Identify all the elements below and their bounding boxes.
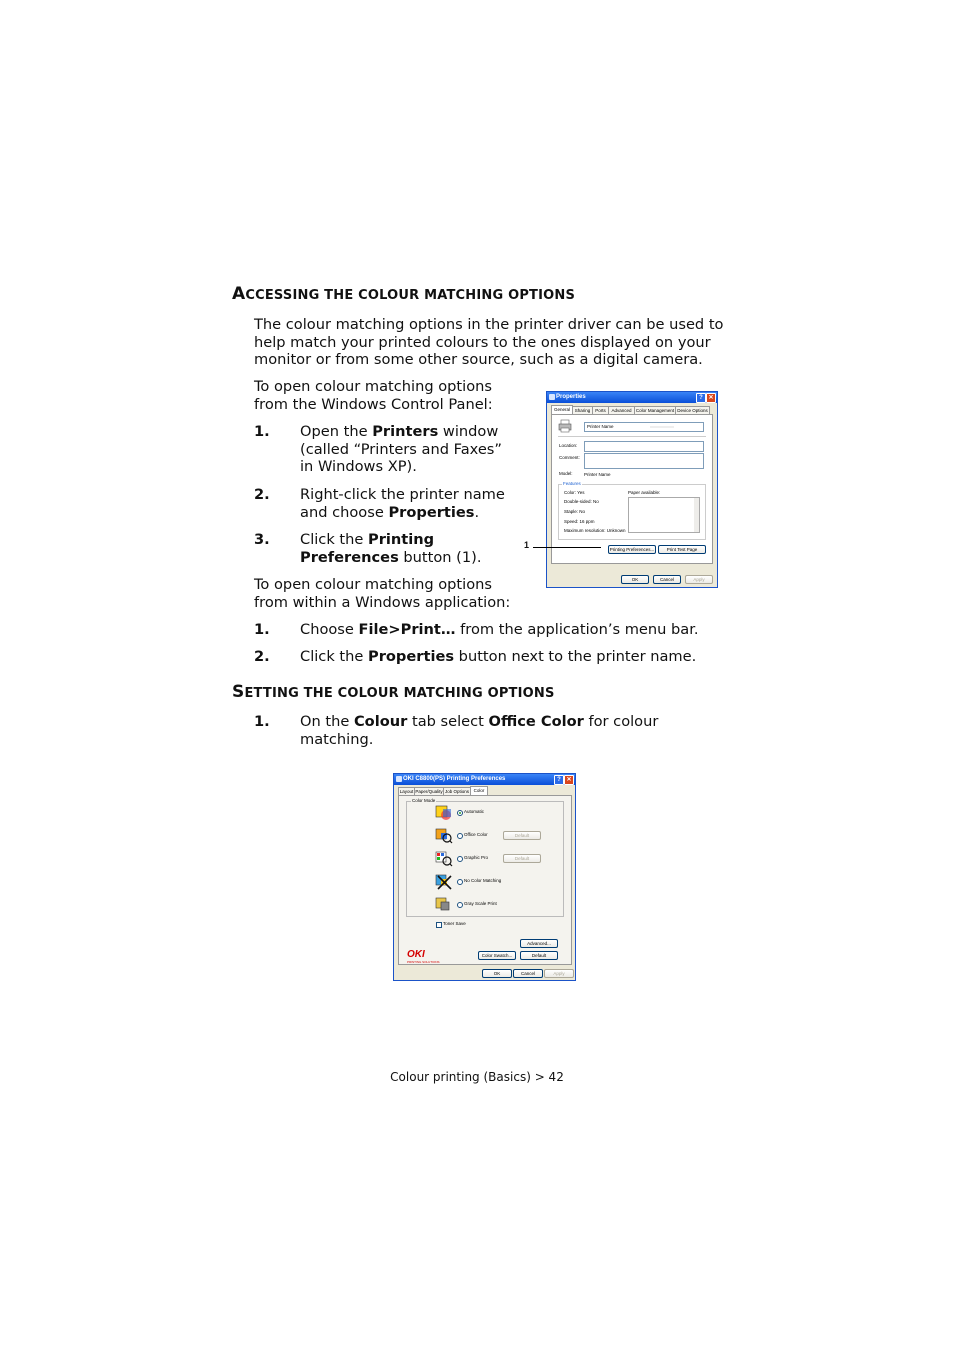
section-heading-accessing [232,284,575,304]
office-color-icon [435,828,453,844]
close-icon[interactable]: ✕ [706,393,716,403]
advanced-button[interactable]: Advanced... [520,939,558,948]
automatic-label: Automatic [464,809,485,814]
divider [558,436,706,437]
gray-scale-icon [435,897,453,913]
properties-apply-button: Apply [685,575,713,584]
graphic-pro-default-button: Default [503,854,541,863]
cp-step-3-number: 3. [254,531,270,548]
control-panel-intro: To open colour matching options from the Windows Control Panel: [254,378,493,413]
callout-line [533,547,601,548]
duplex-feature: Double-sided: No [564,499,599,504]
name-highlight [650,426,674,428]
tab-ports[interactable]: Ports [592,406,609,415]
properties-ok-button[interactable]: OK [621,575,649,584]
gray-scale-radio[interactable] [457,902,463,908]
paper-available-label: Paper available: [628,490,661,495]
model-label: Model: [559,471,573,476]
graphic-pro-icon [435,851,453,867]
oki-logo: OKI PRINTING SOLUTIONS [407,949,440,964]
cp-step-1-number: 1. [254,423,270,440]
office-color-radio[interactable] [457,833,463,839]
printer-icon [549,394,555,400]
graphic-pro-label: Graphic Pro [464,855,489,860]
heading-rest: CCESSING THE COLOUR MATCHING OPTIONS [245,288,576,303]
color-swatch-button[interactable]: Color Swatch... [478,951,516,960]
gray-scale-label: Gray Scale Print [464,901,497,906]
close-icon[interactable]: ✕ [564,775,574,785]
app-step-1-text: Choose File>Print… from the application’s menu bar. [300,621,699,638]
no-color-matching-radio[interactable] [457,879,463,885]
set-step-1-number: 1. [254,713,270,730]
properties-titlebar: Properties ? ✕ [547,392,717,403]
no-color-matching-label: No Color Matching [464,878,502,883]
prefs-default-button[interactable]: Default [520,951,558,960]
properties-cancel-button[interactable]: Cancel [653,575,681,584]
toner-save-checkbox[interactable] [436,922,442,928]
tab-advanced[interactable]: Advanced [608,406,635,415]
section-heading-setting [232,682,555,702]
resolution-feature: Maximum resolution: Unknown [564,528,626,533]
tab-job-options[interactable]: Job Options [444,789,469,794]
tab-paper-quality[interactable]: Paper/Quality [415,789,443,794]
tab-sharing[interactable]: Sharing [572,406,593,415]
automatic-icon [435,805,453,821]
tab-color-management[interactable]: Color Management [635,408,675,413]
heading-initial: S [232,682,245,702]
app-step-2-number: 2. [254,648,270,665]
tab-general[interactable]: General [551,405,573,415]
tab-layout[interactable]: Layout [399,789,414,794]
prefs-cancel-button[interactable]: Cancel [513,969,543,978]
heading-rest: ETTING THE COLOUR MATCHING OPTIONS [244,686,555,701]
prefs-titlebar: OKI C8800(PS) Printing Preferences ? ✕ [394,774,575,785]
comment-field[interactable] [584,453,704,469]
paper-list[interactable] [628,497,700,533]
location-label: Location: [559,443,578,448]
printer-icon [396,776,402,782]
page-footer: Colour printing (Basics) > 42 [390,1070,564,1084]
staple-feature: Staple: No [564,509,586,514]
tab-device-options[interactable]: Device Options [675,406,710,415]
color-mode-label: Color Mode [412,798,436,803]
tab-color[interactable]: Color [470,786,488,796]
comment-label: Comment: [559,455,580,460]
automatic-radio[interactable] [457,810,463,816]
prefs-ok-button[interactable]: OK [482,969,512,978]
cp-step-1-text: Open the Printers window (called “Printers and Faxes” in Windows XP). [300,423,502,476]
printer-icon [558,419,572,433]
heading-initial: A [232,284,246,304]
printer-name-field[interactable]: Printer Name [584,422,704,432]
cp-step-2-text: Right-click the printer name and choose Properties. [300,486,505,521]
app-step-1-number: 1. [254,621,270,638]
help-icon[interactable]: ? [554,775,564,785]
callout-number: 1 [524,540,530,550]
graphic-pro-radio[interactable] [457,856,463,862]
intro-paragraph: The colour matching options in the printer driver can be used to help match your printed colours to the ones displayed on your monitor or from some other source, such as a digital camera. [254,316,724,369]
model-value: Printer Name [584,472,611,477]
toner-save-label: Toner Save [443,921,466,926]
location-field[interactable] [584,441,704,452]
properties-dialog [546,391,718,588]
color-panel [398,795,572,965]
app-intro: To open colour matching options from within a Windows application: [254,576,511,611]
color-feature: Color: Yes [564,490,585,495]
speed-feature: Speed: 16 ppm [564,519,595,524]
printing-preferences-dialog [393,773,576,981]
help-icon[interactable]: ? [696,393,706,403]
office-color-label: Office Color [464,832,488,837]
prefs-apply-button: Apply [544,969,574,978]
cp-step-3-text: Click the Printing Preferences button (1). [300,531,482,566]
features-label: Features [563,481,581,486]
properties-general-panel [551,414,713,564]
app-step-2-text: Click the Properties button next to the printer name. [300,648,697,665]
set-step-1-text: On the Colour tab select Office Color for colour matching. [300,713,659,748]
printing-preferences-button[interactable]: Printing Preferences... [609,547,655,552]
office-color-default-button: Default [503,831,541,840]
cp-step-2-number: 2. [254,486,270,503]
scrollbar[interactable] [694,498,699,532]
print-test-page-button[interactable]: Print Test Page [658,545,706,554]
no-color-matching-icon [435,874,453,890]
